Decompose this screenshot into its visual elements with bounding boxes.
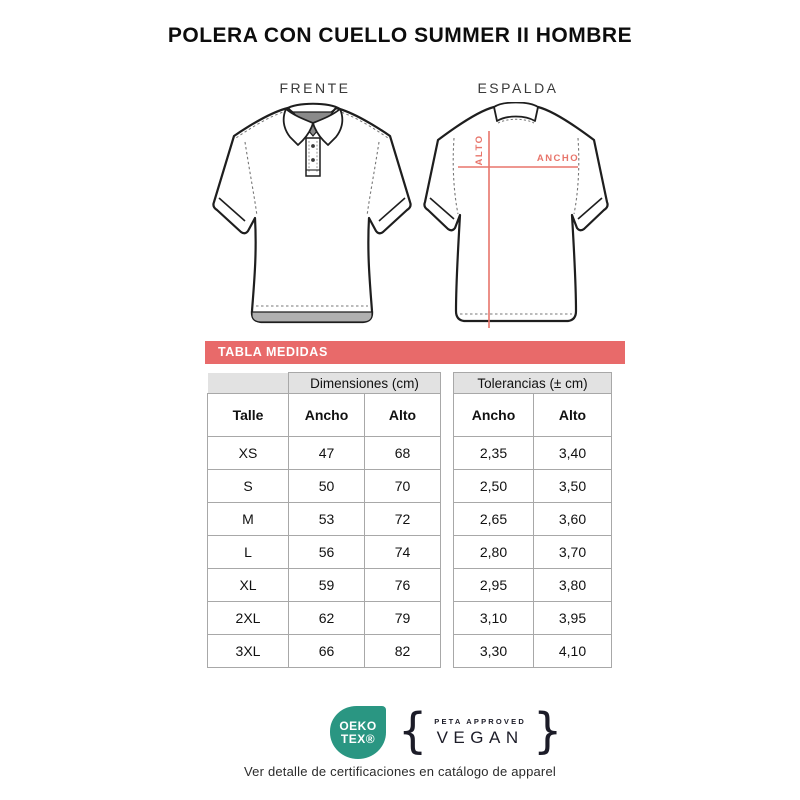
value-cell: 3,10 <box>454 602 534 635</box>
value-cell: 2,50 <box>454 470 534 503</box>
size-cell: 2XL <box>208 602 289 635</box>
value-cell: 66 <box>289 635 365 668</box>
table-row <box>208 536 441 569</box>
value-cell: 82 <box>365 635 441 668</box>
value-cell: 76 <box>365 569 441 602</box>
col-ancho: Ancho <box>289 394 365 437</box>
table-row <box>454 602 612 635</box>
table-row <box>208 470 441 503</box>
value-cell: 62 <box>289 602 365 635</box>
value-cell: 3,80 <box>534 569 612 602</box>
size-cell: L <box>208 536 289 569</box>
value-cell: 74 <box>365 536 441 569</box>
front-collar-top <box>286 104 340 109</box>
back-shirt-illustration <box>418 102 614 334</box>
value-cell: 3,70 <box>534 536 612 569</box>
dimensions-header: Dimensiones (cm) <box>289 373 441 394</box>
value-cell: 56 <box>289 536 365 569</box>
table-row <box>454 569 612 602</box>
vegan-text: VEGAN <box>436 727 524 747</box>
value-cell: 3,60 <box>534 503 612 536</box>
oeko-tex-logo <box>330 706 386 759</box>
value-cell: 68 <box>365 437 441 470</box>
alto-label: ALTO <box>474 134 485 166</box>
table-row <box>208 635 441 668</box>
value-cell: 50 <box>289 470 365 503</box>
tolerances-table <box>453 372 612 668</box>
table-row <box>454 470 612 503</box>
size-cell: 3XL <box>208 635 289 668</box>
col-tol-alto: Alto <box>534 394 612 437</box>
table-row <box>208 437 441 470</box>
value-cell: 59 <box>289 569 365 602</box>
col-tol-ancho: Ancho <box>454 394 534 437</box>
table-banner <box>205 341 625 364</box>
value-cell: 47 <box>289 437 365 470</box>
value-cell: 2,35 <box>454 437 534 470</box>
table-row <box>454 503 612 536</box>
table-column-header-row <box>208 394 441 437</box>
page-title: POLERA CON CUELLO SUMMER II HOMBRE <box>167 24 633 47</box>
size-cell: XS <box>208 437 289 470</box>
value-cell: 3,30 <box>454 635 534 668</box>
empty-cell <box>208 373 289 394</box>
peta-vegan-logo <box>398 702 562 758</box>
value-cell: 53 <box>289 503 365 536</box>
certifications-block <box>0 700 800 760</box>
dimensions-table <box>207 372 441 668</box>
table-group-header-row <box>454 373 612 394</box>
table-banner-label: TABLA MEDIDAS <box>218 345 328 359</box>
table-row <box>454 437 612 470</box>
value-cell: 3,40 <box>534 437 612 470</box>
table-group-header-row <box>208 373 441 394</box>
value-cell: 4,10 <box>534 635 612 668</box>
right-brace-icon: } <box>532 701 563 759</box>
value-cell: 72 <box>365 503 441 536</box>
value-cell: 2,65 <box>454 503 534 536</box>
size-cell: S <box>208 470 289 503</box>
value-cell: 70 <box>365 470 441 503</box>
front-button-2 <box>311 158 315 162</box>
table-row <box>208 503 441 536</box>
front-shirt-illustration <box>205 102 415 337</box>
peta-approved-text: PETA APPROVED <box>434 716 526 726</box>
back-view-label: ESPALDA <box>477 80 559 96</box>
value-cell: 3,95 <box>534 602 612 635</box>
value-cell: 3,50 <box>534 470 612 503</box>
col-talle: Talle <box>208 394 289 437</box>
size-cell: M <box>208 503 289 536</box>
table-row <box>454 536 612 569</box>
back-body-outline <box>424 107 607 321</box>
value-cell: 2,80 <box>454 536 534 569</box>
front-view-label: FRENTE <box>279 80 351 96</box>
left-brace-icon: { <box>398 701 428 759</box>
certification-note: Ver detalle de certificaciones en catálogo de apparel <box>244 764 556 779</box>
table-row <box>208 569 441 602</box>
front-hem-band <box>252 312 372 322</box>
value-cell: 2,95 <box>454 569 534 602</box>
oeko-line2: TEX® <box>340 731 376 746</box>
oeko-line1: OEKO <box>339 718 377 733</box>
front-button-1 <box>311 144 315 148</box>
col-alto: Alto <box>365 394 441 437</box>
table-row <box>208 602 441 635</box>
table-row <box>454 635 612 668</box>
tolerances-header: Tolerancias (± cm) <box>454 373 612 394</box>
value-cell: 79 <box>365 602 441 635</box>
table-column-header-row <box>454 394 612 437</box>
size-cell: XL <box>208 569 289 602</box>
ancho-label: ANCHO <box>536 153 580 164</box>
